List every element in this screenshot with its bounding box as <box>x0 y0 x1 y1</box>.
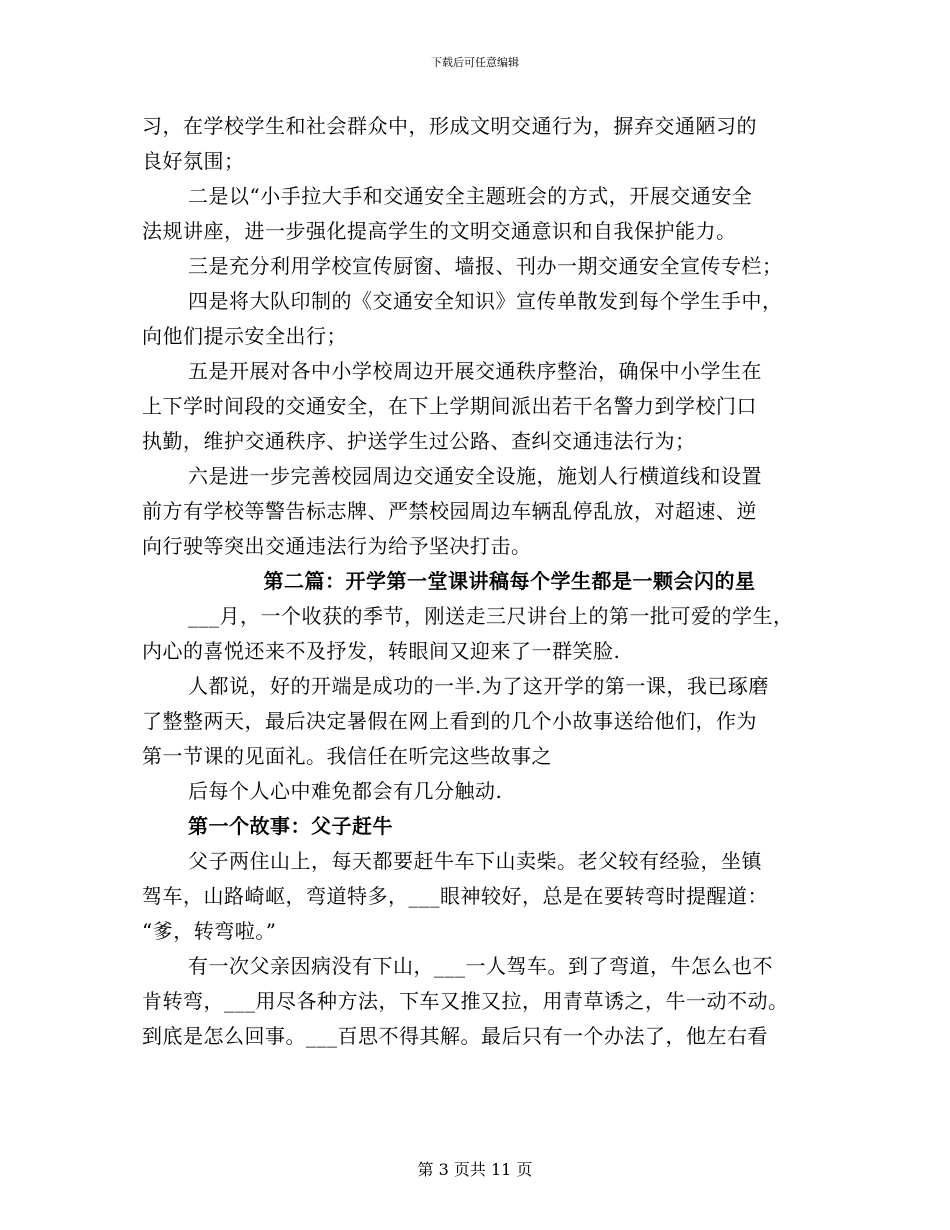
paragraph-line: 五是开展对各中小学校周边开展交通秩序整治，确保中小学生在 <box>188 359 762 383</box>
paragraph-line: 人都说，好的开端是成功的一半.为了这开学的第一课，我已琢磨 <box>188 674 769 698</box>
paragraph-line: 父子两住山上，每天都要赶牛车下山卖柴。老父较有经验，坐镇 <box>188 849 762 873</box>
paragraph-line: 二是以“小手拉大手和交通安全主题班会的方式，开展交通安全 <box>188 184 753 208</box>
paragraph-line: 四是将大队印制的《交通安全知识》宣传单散发到每个学生手中， <box>188 289 783 313</box>
page-header: 下载后可任意编辑 <box>431 56 519 69</box>
section-heading: 第二篇：开学第一堂课讲稿每个学生都是一颗会闪的星 <box>263 569 756 593</box>
paragraph-line: ___月，一个收获的季节，刚送走三尺讲台上的第一批可爱的学生， <box>188 604 794 628</box>
paragraph-line: 三是充分利用学校宣传厨窗、墙报、刊办一期交通安全宣传专栏； <box>188 254 783 278</box>
paragraph-line: 向他们提示安全出行； <box>142 324 347 348</box>
paragraph-line: 肯转弯，___用尽各种方法，下车又推又拉，用青草诱之，牛一动不动。 <box>142 989 789 1013</box>
paragraph-line: 执勤，维护交通秩序、护送学生过公路、查纠交通违法行为； <box>142 429 696 453</box>
paragraph-line: 驾车，山路崎岖，弯道特多，___眼神较好，总是在要转弯时提醒道： <box>142 884 768 908</box>
paragraph-line: 向行驶等突出交通违法行为给予坚决打击。 <box>142 534 532 558</box>
paragraph-line: 到底是怎么回事。___百思不得其解。最后只有一个办法了，他左右看 <box>142 1024 768 1048</box>
paragraph-line: 后每个人心中难免都会有几分触动. <box>188 779 503 803</box>
paragraph-line: 前方有学校等警告标志牌、严禁校园周边车辆乱停乱放，对超速、逆 <box>142 499 757 523</box>
paragraph-line: 法规讲座，进一步强化提高学生的文明交通意识和自我保护能力。 <box>142 219 737 243</box>
page-footer: 第 3 页共 11 页 <box>417 1160 533 1179</box>
story-heading: 第一个故事：父子赶牛 <box>188 814 393 838</box>
paragraph-line: “爹，转弯啦。” <box>142 919 277 943</box>
paragraph-line: 良好氛围； <box>142 149 245 173</box>
document-body <box>142 109 822 1054</box>
paragraph-line: 习，在学校学生和社会群众中，形成文明交通行为，摒弃交通陋习的 <box>142 114 757 138</box>
paragraph-line: 第一节课的见面礼。我信任在听完这些故事之 <box>142 744 552 768</box>
paragraph-line: 内心的喜悦还来不及抒发，转眼间又迎来了一群笑脸. <box>142 639 621 663</box>
paragraph-line: 上下学时间段的交通安全，在下上学期间派出若干名警力到学校门口 <box>142 394 757 418</box>
paragraph-line: 了整整两天，最后决定暑假在网上看到的几个小故事送给他们，作为 <box>142 709 757 733</box>
paragraph-line: 六是进一步完善校园周边交通安全设施，施划人行横道线和设置 <box>188 464 762 488</box>
paragraph-line: 有一次父亲因病没有下山，___一人驾车。到了弯道，牛怎么也不 <box>188 954 773 978</box>
